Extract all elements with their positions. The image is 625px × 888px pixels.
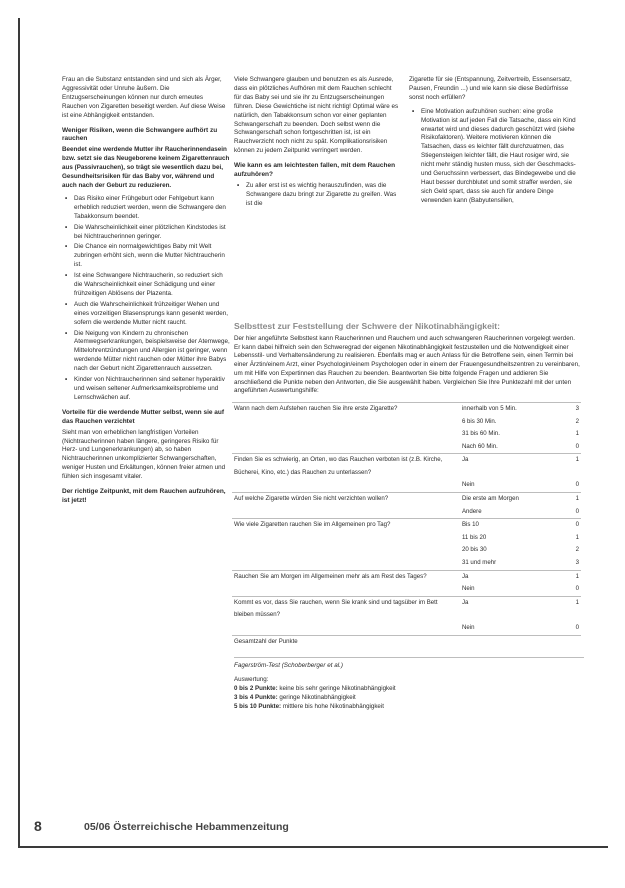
total-label: Gesamtzahl der Punkte: [232, 635, 581, 648]
total-row: [232, 635, 581, 648]
points-cell: 0: [575, 442, 579, 450]
question-cell: [232, 557, 460, 570]
points-cell: 1: [575, 533, 579, 541]
self-test-intro: Der hier angeführte Selbsttest kann Raucherinnen und Rauchern und auch schwangeren Raucherinnen vorgelegt werden. Er kann dabei hilfreich sein den Schweregrad der eigenen Nikotinabhängigkeit festzustellen und die Notwendigkeit einer Lebensstil- und Verhaltensänderung zu realisieren. Ebenfalls mag er auch Anlass für die Betroffene sein, einen Termin bei einer Ärztin/einem Arzt, einer Psychologin/einem Psychologen oder in einem der Frauengesundheitszentren zu vereinbaren, um mit Hilfe von Expertinnen das Rauchen zu beenden. Beantworten Sie bitte folgende Fragen und addieren Sie anschließend die Punkte neben den Antworten, die Sie ausgewählt haben. Vergleichen Sie Ihre Punktezahl mit der unten angeführten Auswertungshilfe:: [234, 335, 580, 395]
table-row: [232, 493, 581, 506]
risk-bullet-list: [62, 195, 230, 403]
list-item: • Die Wahrscheinlichkeit einer plötzlichen Kindstodes ist bei Nichtraucherinnen geringer.: [74, 224, 230, 242]
points-cell: 0: [575, 585, 579, 593]
points-cell: 1: [563, 454, 581, 480]
list-item: • Die Chance ein normalgewichtiges Baby mit Welt zubringen erhöht sich, wenn die Mutter Nichtraucherin ist.: [74, 243, 230, 270]
table-row: [232, 519, 581, 532]
column-left: [62, 76, 230, 508]
table-row: [232, 506, 581, 519]
answer-cell: innerhalb von 5 Min.: [460, 402, 563, 415]
table-row: [232, 532, 581, 545]
table-row: [232, 544, 581, 557]
question-cell: Wann nach dem Aufstehen rauchen Sie ihre erste Zigarette?: [232, 402, 460, 415]
evaluation-line: 5 bis 10 Punkte: mittlere bis hohe Nikotinabhängigkeit: [234, 703, 384, 711]
table-row: [232, 402, 581, 415]
list-item: • Kinder von Nichtraucherinnen sind seltener hyperaktiv und weisen seltener Aufmerksamkeitsprobleme und Lernschwächen auf.: [74, 376, 230, 403]
points-cell: 0: [563, 519, 581, 532]
question-cell: [232, 622, 460, 635]
table-row: [232, 441, 581, 454]
answer-cell: Nein: [461, 585, 475, 593]
points-cell: 2: [575, 417, 579, 425]
section-heading-timing: Der richtige Zeitpunkt, mit dem Rauchen aufzuhören, ist jetzt!: [62, 488, 226, 504]
question-cell: Finden Sie es schwierig, an Orten, wo das Rauchen verboten ist (z.B. Kirche, Bücherei, Kino, etc.) das Rauchen zu unterlassen?: [232, 454, 460, 480]
points-cell: 0: [575, 624, 579, 632]
section-heading-how-to-quit: Wie kann es am leichtesten fallen, mit dem Rauchen aufzuhören?: [234, 162, 396, 179]
question-cell: [232, 532, 460, 545]
question-cell: [232, 506, 460, 519]
journal-name: Österreichische Hebammenzeitung: [113, 821, 289, 833]
answer-cell: Bis 10: [460, 519, 563, 532]
question-cell: [232, 479, 460, 492]
answer-cell: Nein: [461, 481, 475, 489]
issue-label: [84, 821, 289, 833]
evaluation-title: Auswertung:: [234, 676, 269, 684]
body-paragraph: Viele Schwangere glauben und benutzen es als Ausrede, dass ein plötzliches Aufhören mit dem Rauchen schlecht für das Baby sei und sie ihr zu Entzugserscheinungen führen. Diese Gewichtiche ist nicht richtig! Optimal wäre es natürlich, den Tabakkonsum schon vor einer geplanten Schwangerschaft zu beenden. Doch selbst wenn die Schwangerschaft schon fortgeschritten ist, ist ein Rauchverzicht noch nicht zu spät. Komplikationsrisiken können zu jedem Zeitpunkt verringert werden.: [234, 76, 399, 155]
issue-number: 05/06: [84, 821, 111, 833]
body-paragraph: Zigarette für sie (Entspannung, Zeitvertreib, Essensersatz, Pausen, Freundin ...) und wie kann sie diese Bedürfnisse sonst noch erfüllen?: [409, 76, 572, 101]
question-cell: Rauchen Sie am Morgen im Allgemeinen mehr als am Rest des Tages?: [232, 570, 460, 583]
list-item: • Ist eine Schwangere Nichtraucherin, so reduziert sich die Wahrscheinlichkeit einer Schädigung und einer frühzeitigen Ablösens der Plazenta.: [74, 272, 230, 299]
section-heading-benefits: Vorteile für die werdende Mutter selbst, wenn sie auf das Rauchen verzichtet: [62, 408, 225, 425]
table-row: [232, 570, 581, 583]
table-row: [232, 479, 581, 492]
points-cell: 1: [563, 596, 581, 622]
table-row: [232, 416, 581, 429]
column-right: [409, 76, 579, 211]
test-source: Fagerström-Test (Schoberberger et al.): [234, 657, 584, 669]
list-item: • Auch die Wahrscheinlichkeit frühzeitiger Wehen und eines vorzeitigen Blasensprungs kann gesenkt werden, sofern die werdende Mutter nicht raucht.: [74, 301, 230, 328]
question-cell: [232, 416, 460, 429]
self-test-box: [232, 316, 584, 832]
answer-cell: 20 bis 30: [461, 546, 487, 554]
table-row: [232, 557, 581, 570]
question-cell: [232, 428, 460, 441]
answer-cell: Nach 60 Min.: [461, 442, 498, 450]
page-number: 8: [34, 818, 42, 834]
evaluation-line: 3 bis 4 Punkte: geringe Nikotinabhängigkeit: [234, 694, 356, 702]
answer-cell: 31 bis 60 Min.: [461, 430, 500, 438]
list-item: • Zu aller erst ist es wichtig herauszufinden, was die Schwangere dazu bringt zur Zigarette zu greifen. Was ist die: [246, 182, 399, 209]
lead-paragraph: Beendet eine werdende Mutter ihr Raucherinnendasein bzw. setzt sie das Neugeborene keinem Zigarettenrauch aus (Passivrauchen), so trägt sie wesentlich dazu bei, Gesundheitsrisiken für das Baby vor, während und auch nach der Geburt zu reduzieren.: [62, 146, 230, 189]
answer-cell: Andere: [461, 507, 482, 515]
points-cell: 0: [575, 507, 579, 515]
points-cell: 1: [563, 493, 581, 506]
answer-cell: Nein: [461, 624, 475, 632]
question-cell: [232, 583, 460, 596]
question-cell: [232, 544, 460, 557]
self-test-title: Selbsttest zur Feststellung der Schwere der Nikotinabhängigkeit:: [234, 321, 500, 331]
list-item: • Eine Motivation aufzuhören suchen: eine große Motivation ist auf jeden Fall die Tatsache, dass ein Kind erwartet wird und dieses dadurch geschützt wird (siehe Risikofaktoren). Weitere motivieren können die Tatsachen, dass es leichter fällt durchzuatmen, das Stiegensteigen leichter fällt, die Haut rosiger wird, sie nicht mehr ständig husten muss, sich der Geschmacks- und Geruchssinn verbessert, das Bindegewebe und die Haut besser durchblutet und somit straffer werden, sie sich Geld spart, dass sie auch für andere Dinge verwenden kann (Babyutensilien,: [421, 108, 579, 206]
answer-cell: 6 bis 30 Min.: [461, 417, 497, 425]
table-row: [232, 583, 581, 596]
points-cell: 1: [563, 570, 581, 583]
column-middle: [234, 76, 399, 214]
list-item: • Das Risiko einer Frühgeburt oder Fehlgeburt kann erheblich reduziert werden, wenn die Schwangere den Tabakkonsum beendet.: [74, 195, 230, 222]
question-cell: Kommt es vor, dass Sie rauchen, wenn Sie krank sind und tagsüber im Bett bleiben müssen?: [232, 596, 460, 622]
points-cell: 2: [575, 546, 579, 554]
question-cell: Auf welche Zigarette würden Sie nicht verzichten wollen?: [232, 493, 460, 506]
section-heading-risks: Weniger Risiken, wenn die Schwangere aufhört zu rauchen: [62, 126, 218, 143]
points-cell: 3: [563, 402, 581, 415]
list-item: • Die Neigung von Kindern zu chronischen Atemwegserkrankungen, beispielsweise der Atemwege, Mittelohrentzündungen und Allergien ist geringer, wenn werdende Mütter nicht rauchen oder Mütter ihre Babys nach der Geburt nicht Zigarettenrauch aussetzen.: [74, 330, 230, 375]
answer-cell: 31 und mehr: [461, 559, 497, 567]
page-footer: [34, 808, 334, 838]
points-cell: 3: [575, 559, 579, 567]
table-row: [232, 428, 581, 441]
question-cell: [232, 441, 460, 454]
intro-paragraph: Frau an die Substanz entstanden sind und sich als Ärger, Aggressivität oder Unruhe äußern. Die Entzugserscheinungen können nur durch erneutes Rauchen von Zigaretten beseitigt werden. Auf diese Weise ist eine Abhängigkeit entstanden.: [62, 76, 226, 119]
evaluation: [234, 675, 584, 711]
answer-cell: Ja: [460, 596, 563, 622]
answer-cell: Ja: [460, 570, 563, 583]
left-margin-rule: [18, 18, 20, 846]
question-cell: Wie viele Zigaretten rauchen Sie im Allgemeinen pro Tag?: [232, 519, 460, 532]
bottom-rule: [18, 846, 608, 848]
table-row: [232, 454, 581, 480]
motivation-bullet-list: [409, 108, 579, 206]
evaluation-line: 0 bis 2 Punkte: keine bis sehr geringe Nikotinabhängigkeit: [234, 685, 396, 693]
points-cell: 1: [575, 430, 579, 438]
answer-cell: 11 bis 20: [461, 533, 487, 541]
benefits-paragraph: Sieht man von erheblichen langfristigen Vorteilen (Nichtraucherinnen haben längere, geringeres Risiko für Herz- und Lungenerkrankungen) ab, so haben Nichtraucherinnen unkomplizierter Schwangerschaften, weniger Husten und Erkältungen, können freier atmen und fühlen sich insgesamt vitaler.: [62, 428, 226, 481]
self-test-table: [232, 402, 581, 648]
answer-cell: Ja: [460, 454, 563, 480]
points-cell: 0: [575, 481, 579, 489]
table-row: [232, 622, 581, 635]
answer-cell: Die erste am Morgen: [460, 493, 563, 506]
table-row: [232, 596, 581, 622]
quit-bullet-list: [234, 182, 399, 209]
